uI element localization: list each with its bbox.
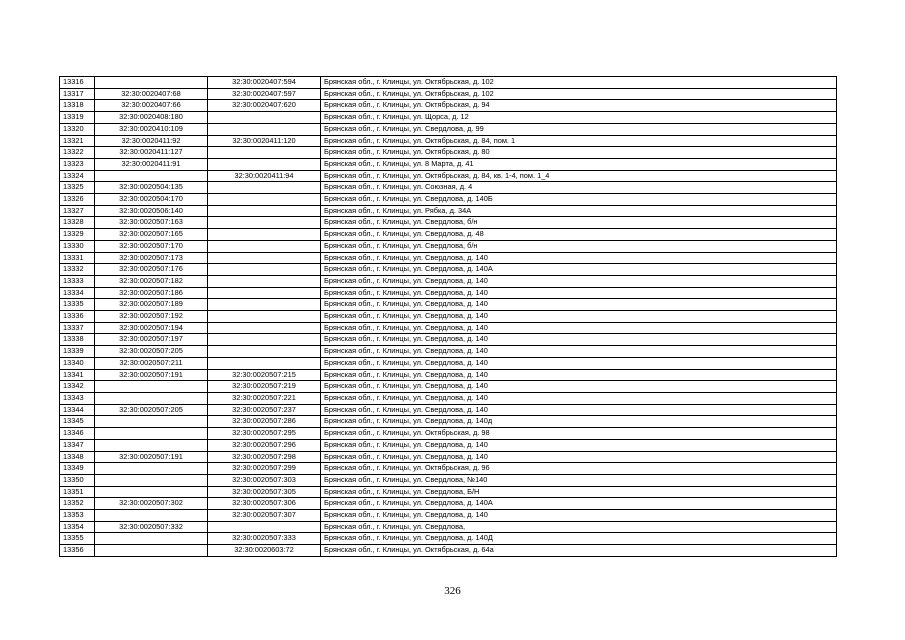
related-cadastral-number-cell: 32:30:0020507:295 <box>208 428 321 440</box>
related-cadastral-number-cell <box>208 521 321 533</box>
related-cadastral-number-cell <box>208 112 321 124</box>
cadastral-number-cell <box>95 510 208 522</box>
row-number-cell: 13318 <box>60 100 95 112</box>
cadastral-number-cell: 32:30:0020507:173 <box>95 252 208 264</box>
related-cadastral-number-cell: 32:30:0020507:306 <box>208 498 321 510</box>
cadastral-number-cell <box>95 486 208 498</box>
row-number-cell: 13348 <box>60 451 95 463</box>
address-cell: Брянская обл., г. Клинцы, ул. Октябрьская, д. 98 <box>321 428 837 440</box>
related-cadastral-number-cell <box>208 275 321 287</box>
related-cadastral-number-cell <box>208 240 321 252</box>
row-number-cell: 13350 <box>60 474 95 486</box>
cadastral-number-cell: 32:30:0020507:182 <box>95 275 208 287</box>
address-cell: Брянская обл., г. Клинцы, ул. Свердлова, д. 140 <box>321 451 837 463</box>
table-row <box>60 357 837 369</box>
related-cadastral-number-cell <box>208 322 321 334</box>
table-row <box>60 205 837 217</box>
table-row <box>60 428 837 440</box>
row-number-cell: 13332 <box>60 264 95 276</box>
row-number-cell: 13324 <box>60 170 95 182</box>
address-cell: Брянская обл., г. Клинцы, ул. Свердлова, д. 140А <box>321 264 837 276</box>
cadastral-number-cell <box>95 428 208 440</box>
address-cell: Брянская обл., г. Клинцы, ул. Октябрьская, д. 96 <box>321 463 837 475</box>
address-cell: Брянская обл., г. Клинцы, ул. Свердлова, б/н <box>321 240 837 252</box>
address-cell: Брянская обл., г. Клинцы, ул. Свердлова, д. 140А <box>321 498 837 510</box>
cadastral-number-cell: 32:30:0020407:68 <box>95 88 208 100</box>
row-number-cell: 13342 <box>60 381 95 393</box>
cadastral-number-cell: 32:30:0020504:135 <box>95 182 208 194</box>
address-cell: Брянская обл., г. Клинцы, ул. Свердлова, д. 140 <box>321 357 837 369</box>
table-row <box>60 463 837 475</box>
row-number-cell: 13319 <box>60 112 95 124</box>
cadastral-number-cell: 32:30:0020507:205 <box>95 346 208 358</box>
row-number-cell: 13331 <box>60 252 95 264</box>
address-cell: Брянская обл., г. Клинцы, ул. Октябрьская, д. 64а <box>321 545 837 557</box>
table-row <box>60 311 837 323</box>
cadastral-number-cell: 32:30:0020507:302 <box>95 498 208 510</box>
table-row <box>60 381 837 393</box>
related-cadastral-number-cell: 32:30:0020507:298 <box>208 451 321 463</box>
cadastral-number-cell: 32:30:0020507:332 <box>95 521 208 533</box>
table-row <box>60 287 837 299</box>
cadastral-number-cell <box>95 439 208 451</box>
row-number-cell: 13353 <box>60 510 95 522</box>
row-number-cell: 13323 <box>60 158 95 170</box>
row-number-cell: 13325 <box>60 182 95 194</box>
table-row <box>60 521 837 533</box>
address-cell: Брянская обл., г. Клинцы, ул. Свердлова, д. 140 <box>321 299 837 311</box>
address-cell: Брянская обл., г. Клинцы, ул. Свердлова, д. 140 <box>321 439 837 451</box>
related-cadastral-number-cell: 32:30:0020411:120 <box>208 135 321 147</box>
row-number-cell: 13336 <box>60 311 95 323</box>
related-cadastral-number-cell <box>208 123 321 135</box>
cadastral-number-cell: 32:30:0020407:66 <box>95 100 208 112</box>
related-cadastral-number-cell: 32:30:0020507:286 <box>208 416 321 428</box>
table-row <box>60 252 837 264</box>
table-row <box>60 240 837 252</box>
address-cell: Брянская обл., г. Клинцы, ул. Октябрьская, д. 80 <box>321 147 837 159</box>
cadastral-number-cell <box>95 474 208 486</box>
address-cell: Брянская обл., г. Клинцы, ул. Свердлова, д. 140 <box>321 275 837 287</box>
related-cadastral-number-cell: 32:30:0020407:597 <box>208 88 321 100</box>
register-table-body <box>60 77 837 557</box>
row-number-cell: 13340 <box>60 357 95 369</box>
related-cadastral-number-cell <box>208 334 321 346</box>
cadastral-number-cell: 32:30:0020411:92 <box>95 135 208 147</box>
row-number-cell: 13322 <box>60 147 95 159</box>
related-cadastral-number-cell: 32:30:0020507:333 <box>208 533 321 545</box>
address-cell: Брянская обл., г. Клинцы, ул. Рябка, д. 34А <box>321 205 837 217</box>
cadastral-number-cell: 32:30:0020507:211 <box>95 357 208 369</box>
table-row <box>60 100 837 112</box>
related-cadastral-number-cell: 32:30:0020507:299 <box>208 463 321 475</box>
address-cell: Брянская обл., г. Клинцы, ул. Свердлова, д. 140Б <box>321 194 837 206</box>
related-cadastral-number-cell <box>208 264 321 276</box>
cadastral-number-cell: 32:30:0020408:180 <box>95 112 208 124</box>
cadastral-number-cell <box>95 381 208 393</box>
address-cell: Брянская обл., г. Клинцы, ул. Свердлова, д. 140 <box>321 252 837 264</box>
row-number-cell: 13316 <box>60 77 95 89</box>
cadastral-number-cell: 32:30:0020507:186 <box>95 287 208 299</box>
table-row <box>60 486 837 498</box>
cadastral-number-cell <box>95 416 208 428</box>
table-row <box>60 158 837 170</box>
row-number-cell: 13356 <box>60 545 95 557</box>
row-number-cell: 13330 <box>60 240 95 252</box>
table-row <box>60 392 837 404</box>
related-cadastral-number-cell: 32:30:0020407:620 <box>208 100 321 112</box>
related-cadastral-number-cell: 32:30:0020407:594 <box>208 77 321 89</box>
cadastral-number-cell: 32:30:0020507:170 <box>95 240 208 252</box>
address-cell: Брянская обл., г. Клинцы, ул. Свердлова, д. 140 <box>321 322 837 334</box>
table-row <box>60 474 837 486</box>
address-cell: Брянская обл., г. Клинцы, ул. Свердлова, <box>321 521 837 533</box>
related-cadastral-number-cell <box>208 346 321 358</box>
address-cell: Брянская обл., г. Клинцы, ул. Свердлова, д. 140 <box>321 369 837 381</box>
address-cell: Брянская обл., г. Клинцы, ул. Свердлова, д. 140 <box>321 392 837 404</box>
cadastral-number-cell <box>95 170 208 182</box>
table-row <box>60 510 837 522</box>
cadastral-number-cell: 32:30:0020507:189 <box>95 299 208 311</box>
related-cadastral-number-cell: 32:30:0020507:307 <box>208 510 321 522</box>
table-row <box>60 135 837 147</box>
related-cadastral-number-cell <box>208 287 321 299</box>
row-number-cell: 13326 <box>60 194 95 206</box>
table-row <box>60 404 837 416</box>
table-row <box>60 416 837 428</box>
table-row <box>60 170 837 182</box>
related-cadastral-number-cell <box>208 311 321 323</box>
cadastral-number-cell: 32:30:0020507:205 <box>95 404 208 416</box>
table-row <box>60 229 837 241</box>
table-row <box>60 346 837 358</box>
address-cell: Брянская обл., г. Клинцы, ул. Свердлова, д. 140д <box>321 416 837 428</box>
address-cell: Брянская обл., г. Клинцы, ул. Свердлова, д. 140Д <box>321 533 837 545</box>
address-cell: Брянская обл., г. Клинцы, ул. Свердлова, д. 140 <box>321 404 837 416</box>
table-row <box>60 194 837 206</box>
row-number-cell: 13321 <box>60 135 95 147</box>
cadastral-number-cell: 32:30:0020507:176 <box>95 264 208 276</box>
related-cadastral-number-cell <box>208 182 321 194</box>
address-cell: Брянская обл., г. Клинцы, ул. Свердлова, д. 48 <box>321 229 837 241</box>
row-number-cell: 13345 <box>60 416 95 428</box>
cadastral-number-cell: 32:30:0020411:127 <box>95 147 208 159</box>
related-cadastral-number-cell: 32:30:0020507:296 <box>208 439 321 451</box>
table-row <box>60 545 837 557</box>
table-row <box>60 147 837 159</box>
table-row <box>60 334 837 346</box>
address-cell: Брянская обл., г. Клинцы, ул. Октябрьская, д. 84, пом. 1 <box>321 135 837 147</box>
row-number-cell: 13327 <box>60 205 95 217</box>
related-cadastral-number-cell <box>208 357 321 369</box>
row-number-cell: 13351 <box>60 486 95 498</box>
cadastral-number-cell: 32:30:0020507:191 <box>95 369 208 381</box>
table-row <box>60 264 837 276</box>
table-row <box>60 322 837 334</box>
table-row <box>60 451 837 463</box>
related-cadastral-number-cell: 32:30:0020507:221 <box>208 392 321 404</box>
table-row <box>60 123 837 135</box>
row-number-cell: 13338 <box>60 334 95 346</box>
related-cadastral-number-cell: 32:30:0020507:305 <box>208 486 321 498</box>
row-number-cell: 13343 <box>60 392 95 404</box>
cadastral-number-cell: 32:30:0020410:109 <box>95 123 208 135</box>
related-cadastral-number-cell <box>208 252 321 264</box>
related-cadastral-number-cell: 32:30:0020411:94 <box>208 170 321 182</box>
related-cadastral-number-cell: 32:30:0020507:303 <box>208 474 321 486</box>
cadastral-number-cell: 32:30:0020507:191 <box>95 451 208 463</box>
table-row <box>60 369 837 381</box>
cadastral-number-cell: 32:30:0020507:197 <box>95 334 208 346</box>
cadastral-number-cell <box>95 77 208 89</box>
table-row <box>60 533 837 545</box>
row-number-cell: 13329 <box>60 229 95 241</box>
cadastral-number-cell: 32:30:0020411:91 <box>95 158 208 170</box>
table-row <box>60 112 837 124</box>
row-number-cell: 13341 <box>60 369 95 381</box>
row-number-cell: 13317 <box>60 88 95 100</box>
cadastral-number-cell <box>95 533 208 545</box>
table-row <box>60 275 837 287</box>
cadastral-number-cell: 32:30:0020507:163 <box>95 217 208 229</box>
cadastral-number-cell <box>95 392 208 404</box>
row-number-cell: 13347 <box>60 439 95 451</box>
address-cell: Брянская обл., г. Клинцы, ул. Свердлова, б/н <box>321 217 837 229</box>
address-cell: Брянская обл., г. Клинцы, ул. Свердлова, д. 140 <box>321 346 837 358</box>
cadastral-number-cell <box>95 545 208 557</box>
row-number-cell: 13346 <box>60 428 95 440</box>
row-number-cell: 13352 <box>60 498 95 510</box>
related-cadastral-number-cell: 32:30:0020507:219 <box>208 381 321 393</box>
address-cell: Брянская обл., г. Клинцы, ул. Свердлова, д. 140 <box>321 334 837 346</box>
related-cadastral-number-cell <box>208 158 321 170</box>
address-cell: Брянская обл., г. Клинцы, ул. Свердлова, д. 140 <box>321 381 837 393</box>
related-cadastral-number-cell <box>208 205 321 217</box>
row-number-cell: 13335 <box>60 299 95 311</box>
table-row <box>60 299 837 311</box>
row-number-cell: 13339 <box>60 346 95 358</box>
row-number-cell: 13328 <box>60 217 95 229</box>
table-row <box>60 77 837 89</box>
row-number-cell: 13354 <box>60 521 95 533</box>
table-row <box>60 182 837 194</box>
address-cell: Брянская обл., г. Клинцы, ул. Октябрьская, д. 102 <box>321 77 837 89</box>
row-number-cell: 13337 <box>60 322 95 334</box>
address-cell: Брянская обл., г. Клинцы, ул. Свердлова, №140 <box>321 474 837 486</box>
address-cell: Брянская обл., г. Клинцы, ул. Свердлова, д. 140 <box>321 287 837 299</box>
register-table <box>59 76 837 557</box>
address-cell: Брянская обл., г. Клинцы, ул. Октябрьская, д. 102 <box>321 88 837 100</box>
row-number-cell: 13344 <box>60 404 95 416</box>
address-cell: Брянская обл., г. Клинцы, ул. Октябрьская, д. 84, кв. 1-4, пом. 1_4 <box>321 170 837 182</box>
related-cadastral-number-cell <box>208 147 321 159</box>
address-cell: Брянская обл., г. Клинцы, ул. Свердлова, д. 99 <box>321 123 837 135</box>
related-cadastral-number-cell <box>208 229 321 241</box>
row-number-cell: 13355 <box>60 533 95 545</box>
related-cadastral-number-cell <box>208 194 321 206</box>
cadastral-number-cell: 32:30:0020504:170 <box>95 194 208 206</box>
cadastral-number-cell: 32:30:0020507:192 <box>95 311 208 323</box>
table-row <box>60 498 837 510</box>
cadastral-number-cell: 32:30:0020507:194 <box>95 322 208 334</box>
address-cell: Брянская обл., г. Клинцы, ул. Свердлова, Б/Н <box>321 486 837 498</box>
address-cell: Брянская обл., г. Клинцы, ул. Союзная, д. 4 <box>321 182 837 194</box>
address-cell: Брянская обл., г. Клинцы, ул. 8 Марта, д. 41 <box>321 158 837 170</box>
row-number-cell: 13320 <box>60 123 95 135</box>
address-cell: Брянская обл., г. Клинцы, ул. Свердлова, д. 140 <box>321 510 837 522</box>
address-cell: Брянская обл., г. Клинцы, ул. Щорса, д. 12 <box>321 112 837 124</box>
cadastral-number-cell <box>95 463 208 475</box>
cadastral-number-cell: 32:30:0020507:165 <box>95 229 208 241</box>
related-cadastral-number-cell: 32:30:0020507:215 <box>208 369 321 381</box>
row-number-cell: 13334 <box>60 287 95 299</box>
table-row <box>60 88 837 100</box>
page-number: 326 <box>444 585 461 597</box>
address-cell: Брянская обл., г. Клинцы, ул. Свердлова, д. 140 <box>321 311 837 323</box>
table-row <box>60 439 837 451</box>
row-number-cell: 13333 <box>60 275 95 287</box>
table-row <box>60 217 837 229</box>
row-number-cell: 13349 <box>60 463 95 475</box>
address-cell: Брянская обл., г. Клинцы, ул. Октябрьская, д. 94 <box>321 100 837 112</box>
cadastral-number-cell: 32:30:0020506:140 <box>95 205 208 217</box>
related-cadastral-number-cell: 32:30:0020507:237 <box>208 404 321 416</box>
related-cadastral-number-cell <box>208 217 321 229</box>
related-cadastral-number-cell <box>208 299 321 311</box>
related-cadastral-number-cell: 32:30:0020603:72 <box>208 545 321 557</box>
